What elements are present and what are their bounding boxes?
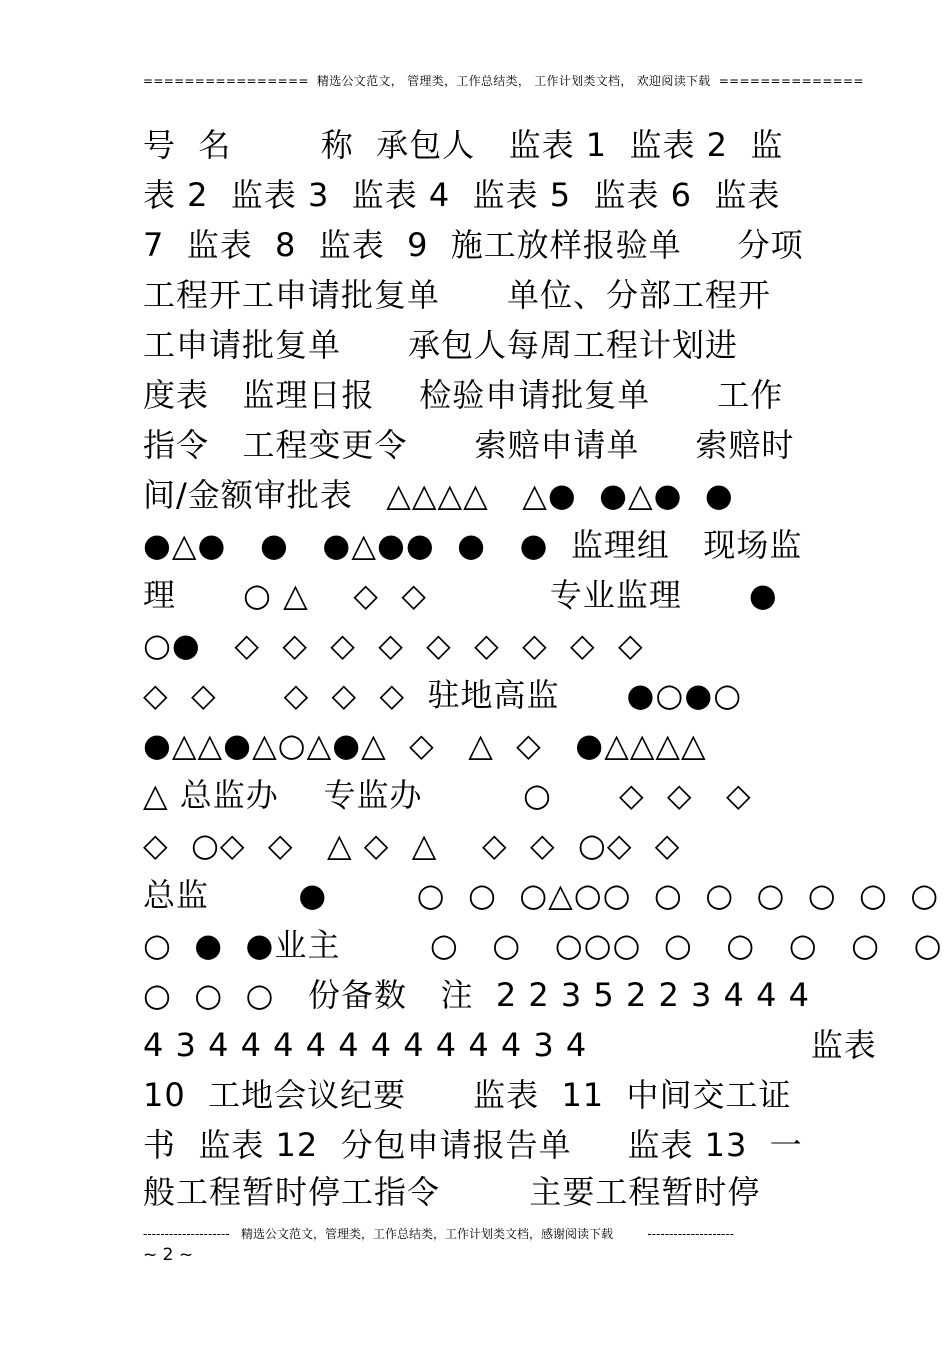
body-line-3: 7 监表 8 监表 9 施工放样报验单 分项 <box>143 226 804 264</box>
body-line-16: 总监 ● ○ ○ ○△○○ ○ ○ ○ ○ ○ ○ <box>143 876 940 914</box>
body-line-10: 理 ○ △ ◇ ◇ 专业监理 ● <box>143 576 778 614</box>
body-line-17: ○ ● ●业主 ○ ○ ○○○ ○ ○ ○ ○ ○ <box>143 926 943 964</box>
page-number: ~ 2 ~ <box>143 1245 194 1265</box>
page-header: ================ 精选公文范文， 管理类，工作总结类， 工作计划类文档， 欢迎阅读下载 ============== <box>143 74 864 88</box>
body-line-5: 工申请批复单 承包人每周工程计划进 <box>143 326 739 364</box>
body-line-12: ◇ ◇ ◇ ◇ ◇ 驻地高监 ●○●○ <box>143 676 743 714</box>
body-line-1: 号 名 称 承包人 监表 1 监表 2 监 <box>143 126 784 164</box>
body-line-22: 般工程暂时停工指令 主要工程暂时停 <box>143 1173 761 1211</box>
body-line-13: ●△△●△○△●△ ◇ △ ◇ ●△△△△ <box>143 726 707 764</box>
body-line-21: 书 监表 12 分包申请报告单 监表 13 一 <box>143 1126 803 1164</box>
body-line-20: 10 工地会议纪要 监表 11 中间交工证 <box>143 1076 792 1114</box>
body-line-4: 工程开工申请批复单 单位、分部工程开 <box>143 276 772 314</box>
body-line-14: △ 总监办 专监办 ○ ◇ ◇ ◇ <box>143 776 752 814</box>
body-line-19: 4 3 4 4 4 4 4 4 4 4 4 4 3 4 监表 <box>143 1026 877 1064</box>
body-line-18: ○ ○ ○ 份备数 注 2 2 3 5 2 2 3 4 4 4 <box>143 976 810 1014</box>
body-line-6: 度表 监理日报 检验申请批复单 工作 <box>143 376 784 414</box>
body-line-8: 间/金额审批表 △△△△ △● ●△● ● <box>143 476 734 514</box>
body-line-2: 表 2 监表 3 监表 4 监表 5 监表 6 监表 <box>143 176 781 214</box>
body-line-9: ●△● ● ●△●● ● ● 监理组 现场监 <box>143 526 803 564</box>
body-line-11: ○● ◇ ◇ ◇ ◇ ◇ ◇ ◇ ◇ ◇ <box>143 626 644 664</box>
body-line-7: 指令 工程变更令 索赔申请单 索赔时 <box>143 426 795 464</box>
body-line-15: ◇ ○◇ ◇ △ ◇ △ ◇ ◇ ○◇ ◇ <box>143 826 681 864</box>
page-footer: -------------------- 精选公文范文，管理类，工作总结类，工作计划类文档，感谢阅读下载 -------------------- <box>143 1227 734 1241</box>
